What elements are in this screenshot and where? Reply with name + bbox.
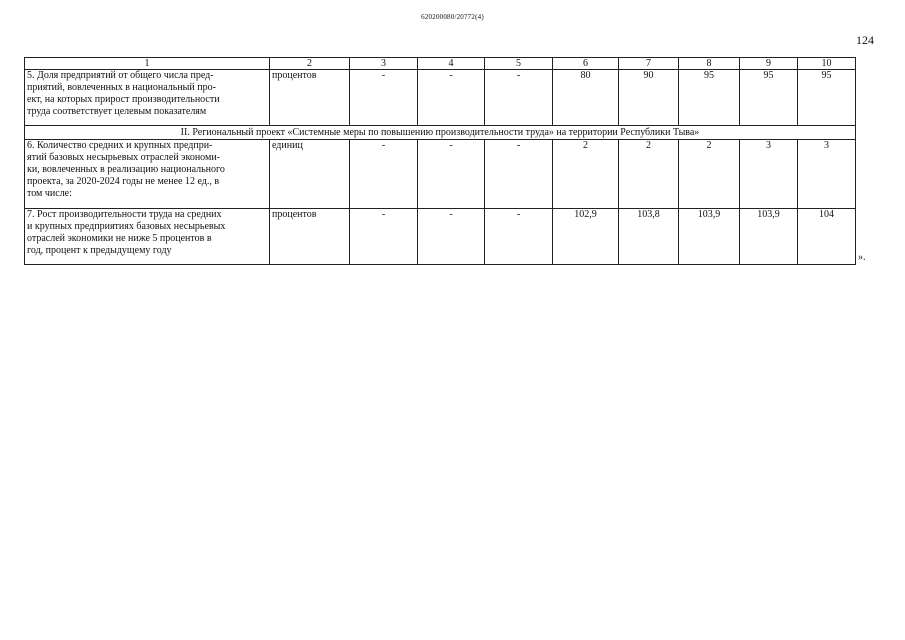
value-cell: -: [350, 209, 418, 265]
desc-line: приятий, вовлеченных в национальный про-: [27, 82, 216, 93]
value-cell: -: [418, 140, 485, 209]
desc-line: год, процент к предыдущему году: [27, 245, 172, 256]
value-cell: 2: [679, 140, 740, 209]
col-num: 1: [25, 58, 270, 70]
unit-cell: процентов: [270, 209, 350, 265]
value-cell: 102,9: [553, 209, 619, 265]
desc-line: том числе:: [27, 188, 72, 199]
indicator-description: [25, 70, 270, 126]
col-num: 2: [270, 58, 350, 70]
col-num: 8: [679, 58, 740, 70]
value-cell: 3: [740, 140, 798, 209]
desc-line: 7. Рост производительности труда на средних: [27, 209, 222, 220]
value-cell: -: [418, 70, 485, 126]
document-code: 620200080/20772(4): [421, 13, 484, 21]
value-cell: 104: [798, 209, 856, 265]
value-cell: 95: [679, 70, 740, 126]
indicator-description: [25, 209, 270, 265]
value-cell: -: [418, 209, 485, 265]
col-num: 7: [619, 58, 679, 70]
table-row: [25, 70, 856, 126]
value-cell: -: [485, 140, 553, 209]
value-cell: 90: [619, 70, 679, 126]
value-cell: -: [485, 209, 553, 265]
value-cell: 103,9: [740, 209, 798, 265]
col-num: 4: [418, 58, 485, 70]
section-row: [25, 126, 856, 140]
value-cell: 103,9: [679, 209, 740, 265]
value-cell: 3: [798, 140, 856, 209]
col-num: 6: [553, 58, 619, 70]
table-row: [25, 140, 856, 209]
value-cell: 2: [619, 140, 679, 209]
page-number: 124: [856, 33, 874, 47]
desc-line: 6. Количество средних и крупных предпри-: [27, 140, 213, 151]
desc-line: ятий базовых несырьевых отраслей экономи-: [27, 152, 220, 163]
indicators-table: [24, 57, 856, 265]
column-number-row: [25, 58, 856, 70]
desc-line: ект, на которых прирост производительности: [27, 94, 220, 105]
desc-line: труда соответствует целевым показателям: [27, 106, 207, 117]
col-num: 9: [740, 58, 798, 70]
value-cell: -: [350, 70, 418, 126]
unit-cell: единиц: [270, 140, 350, 209]
desc-line: 5. Доля предприятий от общего числа пред-: [27, 70, 214, 81]
value-cell: 95: [740, 70, 798, 126]
value-cell: 2: [553, 140, 619, 209]
unit-cell: процентов: [270, 70, 350, 126]
value-cell: -: [485, 70, 553, 126]
value-cell: 103,8: [619, 209, 679, 265]
desc-line: ки, вовлеченных в реализацию национального: [27, 164, 225, 175]
closing-quote: ».: [858, 252, 866, 263]
col-num: 10: [798, 58, 856, 70]
value-cell: 80: [553, 70, 619, 126]
desc-line: проекта, за 2020-2024 годы не менее 12 ед., в: [27, 176, 220, 187]
desc-line: отраслей экономики не ниже 5 процентов в: [27, 233, 212, 244]
indicator-description: [25, 140, 270, 209]
desc-line: и крупных предприятиях базовых несырьевых: [27, 221, 226, 232]
section-title: II. Региональный проект «Системные меры по повышению производительности труда» на территории Республики Тыва»: [25, 126, 856, 140]
col-num: 3: [350, 58, 418, 70]
col-num: 5: [485, 58, 553, 70]
value-cell: -: [350, 140, 418, 209]
value-cell: 95: [798, 70, 856, 126]
table-row: [25, 209, 856, 265]
